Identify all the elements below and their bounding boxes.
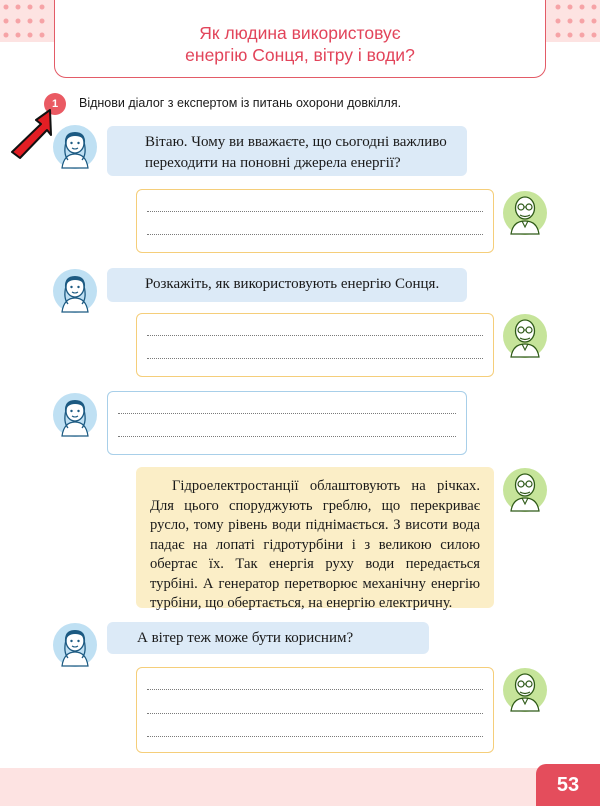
question-text-3: А вітер теж може бути корисним? bbox=[137, 630, 354, 646]
answer-line bbox=[147, 689, 483, 690]
girl-avatar-icon bbox=[52, 622, 98, 668]
answer-line bbox=[147, 234, 483, 235]
answer-line bbox=[118, 413, 456, 414]
expert-avatar-icon bbox=[502, 667, 548, 713]
page-number: 53 bbox=[536, 764, 600, 806]
answer-line bbox=[147, 211, 483, 212]
decorative-dots-right bbox=[552, 0, 600, 42]
answer-line bbox=[118, 436, 456, 437]
girl-avatar-icon bbox=[52, 268, 98, 314]
expert-avatar-icon bbox=[502, 190, 548, 236]
answer-line bbox=[147, 358, 483, 359]
question-text-1: Вітаю. Чому ви вважаєте, що сьогодні важливо переходити на поновні джерела енергії? bbox=[145, 134, 447, 171]
page-title-line-1: Як людина використовує bbox=[199, 23, 401, 43]
answer-field-1[interactable] bbox=[136, 189, 494, 253]
expert-avatar-icon bbox=[502, 313, 548, 359]
footer-band bbox=[0, 768, 600, 806]
question-text-2: Розкажіть, як використовують енергію Сонця. bbox=[145, 276, 440, 292]
answer-line bbox=[147, 713, 483, 714]
question-bubble-3 bbox=[107, 622, 429, 654]
page-title-line-2: енергію Сонця, вітру і води? bbox=[185, 45, 415, 65]
expert-answer-text: Гідроелектростанції облаштовують на річках. Для цього споруджують греблю, що перекриває русло, тому рівень води піднімається. З висоти вода падає на лопаті гідротурбіни і з великою силою обертає їх. Так енергія руху води передається турбіні. А генератор перетворює механічну енергію турбіни, що обертається, на енергію електричну. bbox=[150, 478, 480, 611]
question-bubble-2 bbox=[107, 268, 467, 302]
answer-line bbox=[147, 736, 483, 737]
expert-answer-bubble bbox=[136, 467, 494, 611]
question-field-3[interactable] bbox=[107, 391, 467, 455]
question-bubble-1 bbox=[107, 126, 467, 176]
task-instruction: Віднови діалог з експертом із питань охорони довкілля. bbox=[79, 96, 402, 110]
answer-line bbox=[147, 335, 483, 336]
expert-avatar-icon bbox=[502, 467, 548, 513]
red-arrow-icon bbox=[6, 108, 52, 162]
answer-field-3[interactable] bbox=[136, 667, 494, 753]
girl-avatar-icon bbox=[52, 392, 98, 438]
decorative-dots-left bbox=[0, 0, 48, 42]
title-box bbox=[54, 0, 546, 78]
answer-field-2[interactable] bbox=[136, 313, 494, 377]
task-number-badge: 1 bbox=[44, 93, 66, 115]
girl-avatar-icon bbox=[52, 124, 98, 170]
